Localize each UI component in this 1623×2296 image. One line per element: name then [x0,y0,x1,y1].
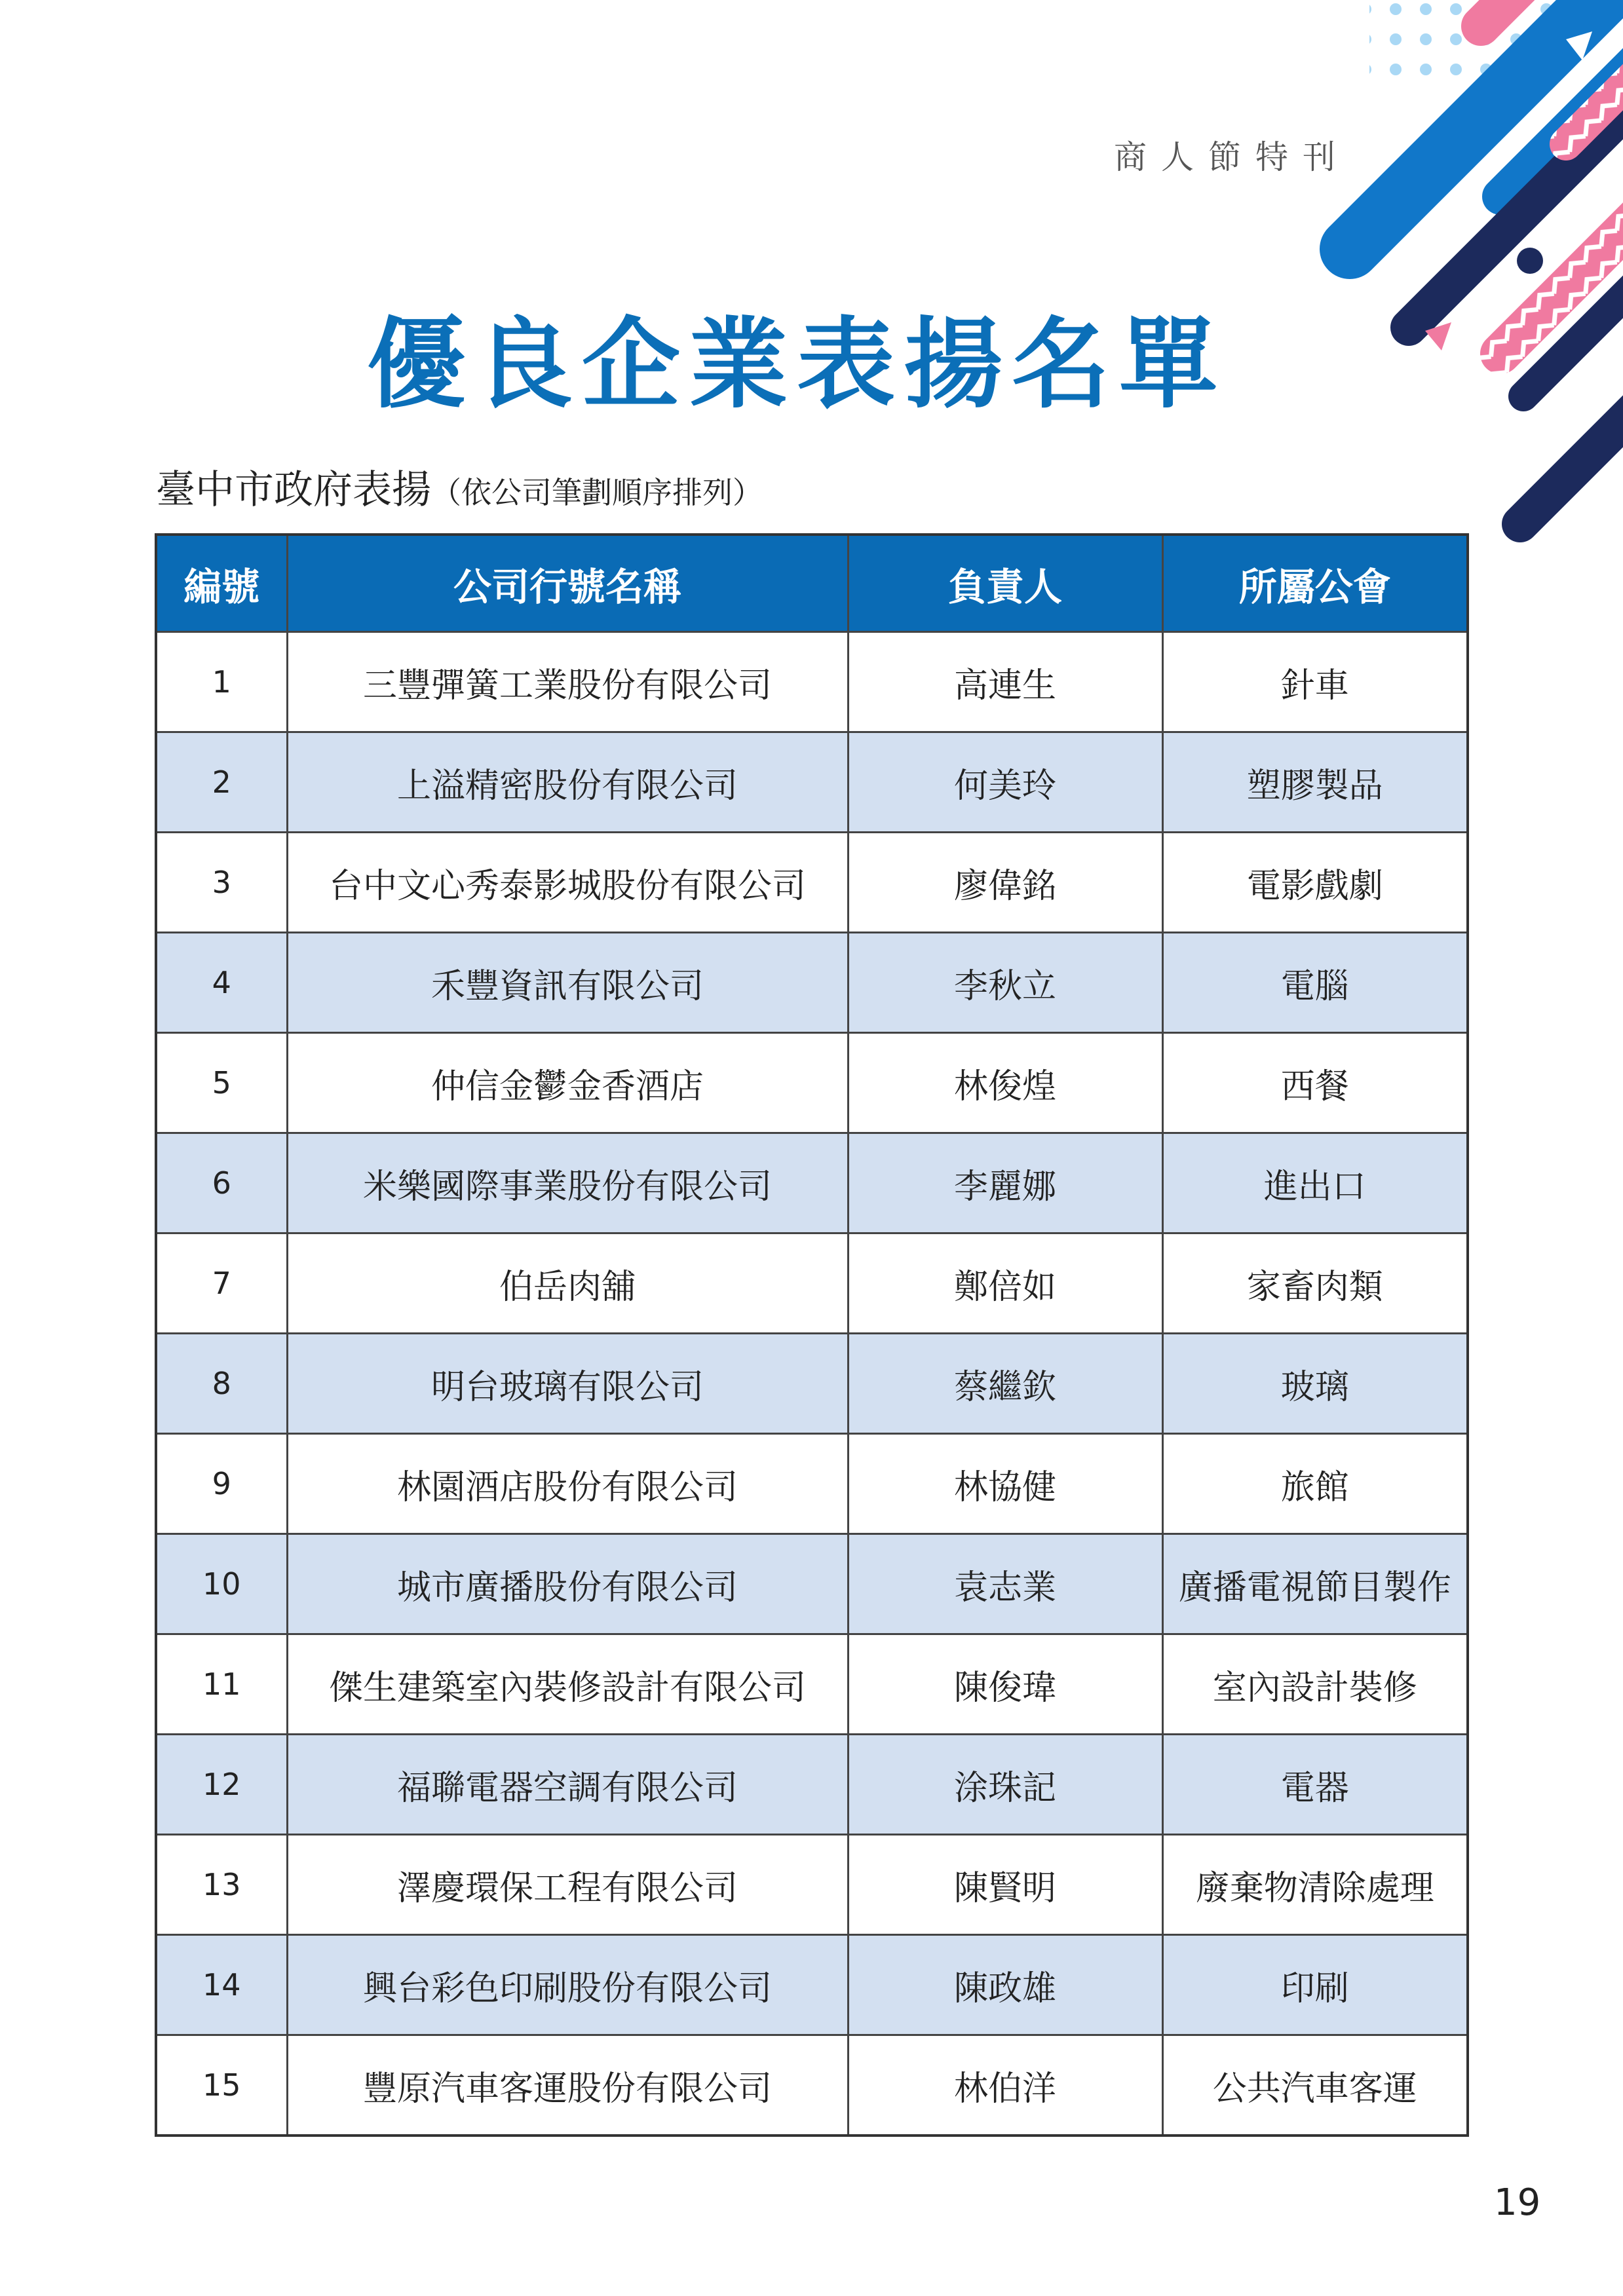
cell-company: 明台玻璃有限公司 [287,1334,848,1434]
table-row [156,833,1468,933]
cell-association: 西餐 [1162,1033,1468,1133]
table-row [156,1735,1468,1835]
cell-owner: 陳政雄 [848,1935,1162,2035]
cell-number: 6 [156,1133,287,1233]
table-row [156,1835,1468,1935]
cell-association: 旅館 [1162,1434,1468,1534]
subtitle-main: 臺中市政府表揚 [156,467,431,513]
table-row [156,1634,1468,1735]
cell-number: 11 [156,1634,287,1735]
table-row [156,1434,1468,1534]
cell-association: 公共汽車客運 [1162,2035,1468,2136]
cell-owner: 李秋立 [848,933,1162,1033]
cell-number: 2 [156,732,287,833]
cell-company: 台中文心秀泰影城股份有限公司 [287,833,848,933]
cell-owner: 何美玲 [848,732,1162,833]
cell-owner: 鄭倍如 [848,1233,1162,1334]
cell-company: 禾豐資訊有限公司 [287,933,848,1033]
cell-number: 10 [156,1534,287,1634]
pink-chevron-stripe-2 [1566,59,1623,144]
cell-number: 13 [156,1835,287,1935]
cell-number: 8 [156,1334,287,1434]
cell-company: 伯岳肉舖 [287,1233,848,1334]
cell-company: 豐原汽車客運股份有限公司 [287,2035,848,2136]
table-row [156,2035,1468,2136]
cell-association: 印刷 [1162,1935,1468,2035]
cell-company: 福聯電器空調有限公司 [287,1735,848,1835]
cell-company: 林園酒店股份有限公司 [287,1434,848,1534]
running-head: 商人節特刊 [1114,138,1350,176]
dot-pattern [1369,0,1566,92]
pink-triangle [1425,322,1451,350]
cell-number: 15 [156,2035,287,2136]
cell-owner: 李麗娜 [848,1133,1162,1233]
cell-company: 仲信金鬱金香酒店 [287,1033,848,1133]
cell-number: 9 [156,1434,287,1534]
cell-owner: 陳賢明 [848,1835,1162,1935]
cell-owner: 高連生 [848,632,1162,732]
page-number: 19 [1494,2181,1541,2224]
cell-owner: 袁志業 [848,1534,1162,1634]
cell-owner: 陳俊瑋 [848,1634,1162,1735]
cell-number: 4 [156,933,287,1033]
cell-owner: 廖偉銘 [848,833,1162,933]
cell-owner: 涂珠記 [848,1735,1162,1835]
cell-company: 傑生建築室內裝修設計有限公司 [287,1634,848,1735]
cell-association: 針車 [1162,632,1468,732]
enterprise-table [155,533,1469,2137]
cell-number: 3 [156,833,287,933]
cell-association: 廢棄物清除處理 [1162,1835,1468,1935]
section-subtitle [156,459,763,515]
cell-association: 電器 [1162,1735,1468,1835]
cell-number: 14 [156,1935,287,2035]
header-company: 公司行號名稱 [287,535,848,632]
blue-stripe-small [1500,46,1623,197]
table-row [156,1233,1468,1334]
cell-owner: 蔡繼欽 [848,1334,1162,1434]
table-row [156,1534,1468,1634]
cell-association: 廣播電視節目製作 [1162,1534,1468,1634]
subtitle-note: （依公司筆劃順序排列） [431,475,763,510]
table-row [156,1033,1468,1133]
header-number: 編號 [156,535,287,632]
cell-association: 電影戲劇 [1162,833,1468,933]
table-row [156,732,1468,833]
table-row [156,632,1468,732]
cell-association: 電腦 [1162,933,1468,1033]
table-row [156,1935,1468,2035]
cell-company: 上溢精密股份有限公司 [287,732,848,833]
cell-number: 1 [156,632,287,732]
cell-number: 7 [156,1233,287,1334]
cell-owner: 林俊煌 [848,1033,1162,1133]
navy-stripe-3 [1520,393,1623,524]
cell-association: 進出口 [1162,1133,1468,1233]
header-association: 所屬公會 [1162,535,1468,632]
cell-association: 室內設計裝修 [1162,1634,1468,1735]
cell-number: 12 [156,1735,287,1835]
cell-owner: 林協健 [848,1434,1162,1534]
cell-number: 5 [156,1033,287,1133]
table-row [156,1133,1468,1233]
cell-association: 家畜肉類 [1162,1233,1468,1334]
blue-stripe [1350,0,1618,249]
table-row [156,1334,1468,1434]
cell-company: 三豐彈簧工業股份有限公司 [287,632,848,732]
cell-owner: 林伯洋 [848,2035,1162,2136]
cell-association: 玻璃 [1162,1334,1468,1434]
header-owner: 負責人 [848,535,1162,632]
navy-stripe [1409,124,1612,328]
navy-stripe-2 [1523,269,1623,396]
white-triangle [1566,31,1592,60]
cell-association: 塑膠製品 [1162,732,1468,833]
table-row [156,933,1468,1033]
cell-company: 澤慶環保工程有限公司 [287,1835,848,1935]
cell-company: 城市廣播股份有限公司 [287,1534,848,1634]
pink-stripe [1481,0,1527,26]
page-title: 優良企業表揚名單 [367,307,1227,422]
cell-company: 興台彩色印刷股份有限公司 [287,1935,848,2035]
navy-dot [1517,248,1543,274]
pink-chevron-stripe [1500,203,1623,354]
cell-company: 米樂國際事業股份有限公司 [287,1133,848,1233]
table-header-row [156,535,1468,632]
